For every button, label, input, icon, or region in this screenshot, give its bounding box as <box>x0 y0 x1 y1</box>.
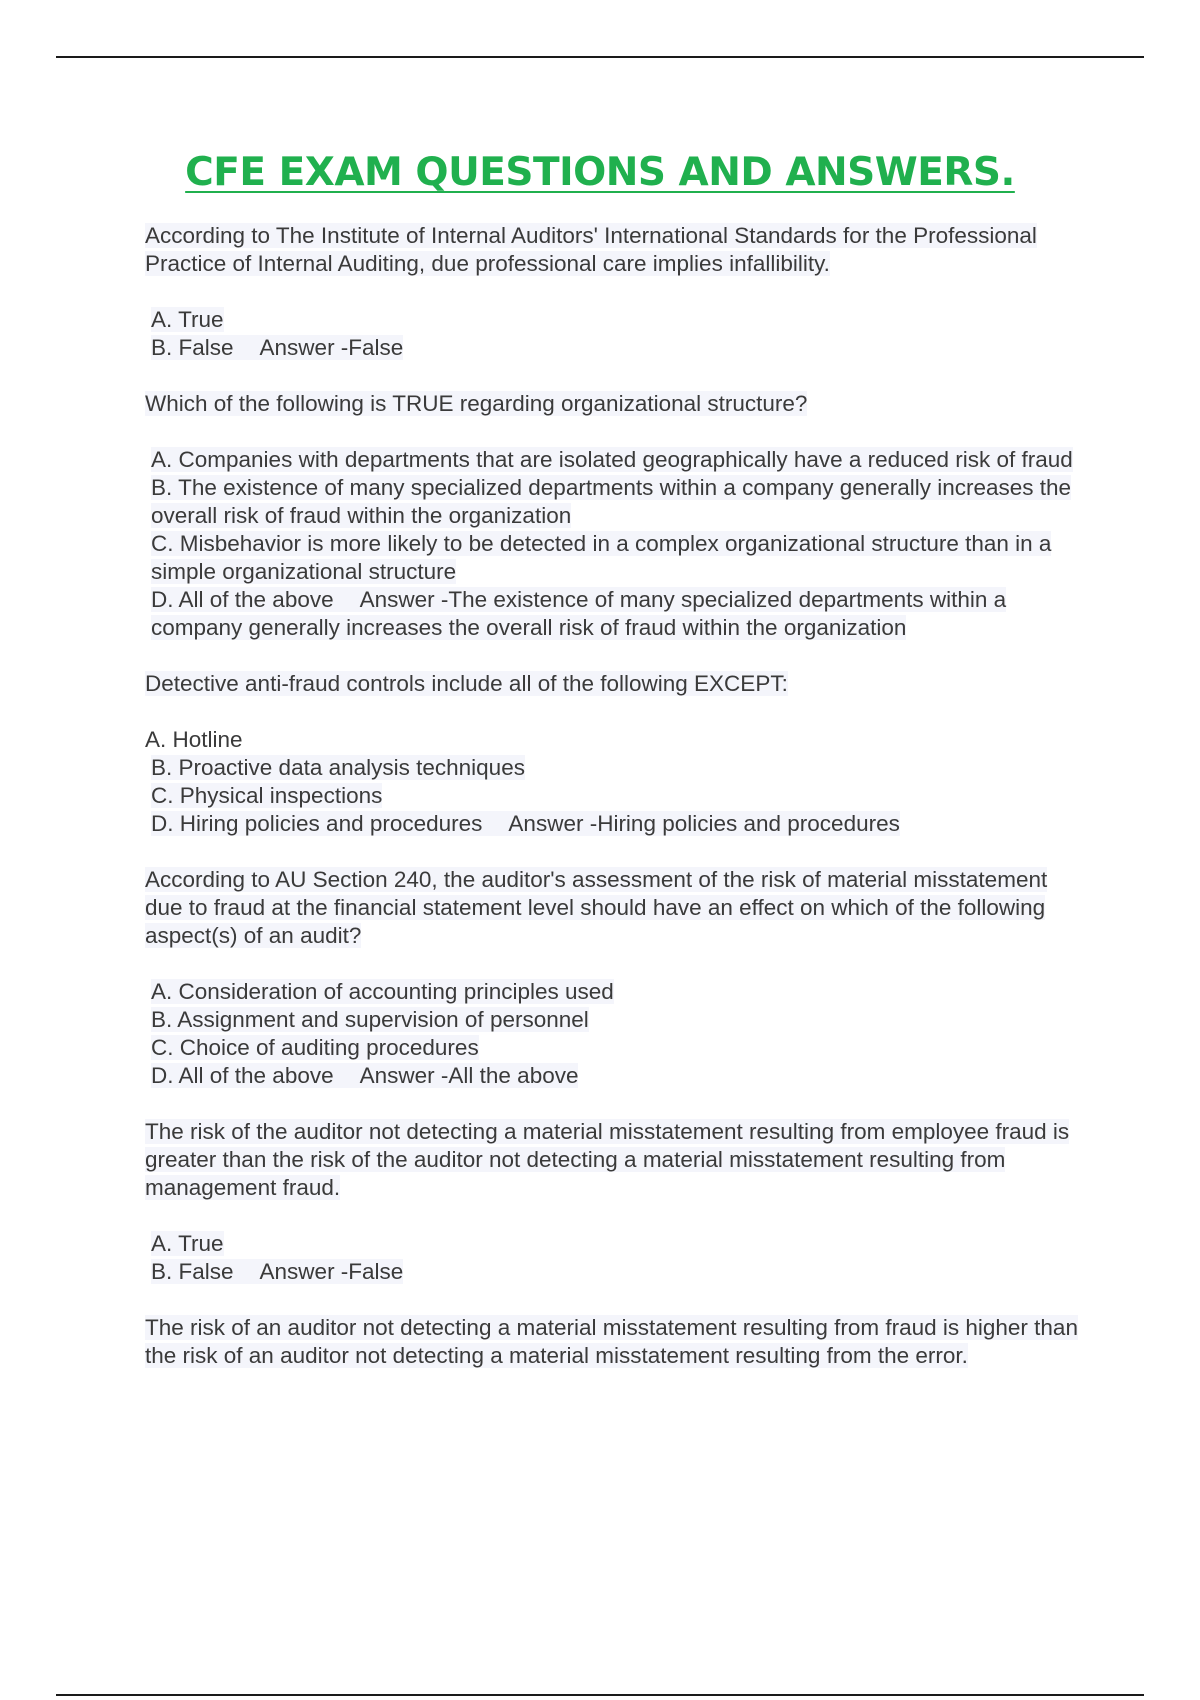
option-a: A. Hotline <box>145 727 243 752</box>
question-block-2 <box>145 390 1085 642</box>
question-text: The risk of an auditor not detecting a material misstatement resulting from fraud is higher than the risk of an auditor not detecting a material misstatement resulting from the error. <box>145 1315 1078 1368</box>
option-d: D. All of the above Answer -All the above <box>151 1063 579 1088</box>
option-c: C. Misbehavior is more likely to be detected in a complex organizational structure than in a simple organizational structure <box>151 531 1052 584</box>
option-a: A. True <box>151 1231 224 1256</box>
answer-text: Answer -Hiring policies and procedures <box>508 811 900 836</box>
option-b: B. Assignment and supervision of personnel <box>151 1007 589 1032</box>
question-text: The risk of the auditor not detecting a material misstatement resulting from employee fraud is greater than the risk of the auditor not detecting a material misstatement resulting from management fraud. <box>145 1119 1070 1200</box>
option-b: B. False Answer -False <box>151 335 404 360</box>
option-a: A. Consideration of accounting principles used <box>151 979 614 1004</box>
question-text: Detective anti-fraud controls include all of the following EXCEPT: <box>145 671 788 696</box>
option-a: A. Companies with departments that are isolated geographically have a reduced risk of fraud <box>151 447 1073 472</box>
option-b: B. The existence of many specialized departments within a company generally increases the overall risk of fraud within the organization <box>151 475 1072 528</box>
option-b: B. False Answer -False <box>151 1259 404 1284</box>
question-block-6 <box>145 1314 1085 1370</box>
option-b: B. Proactive data analysis techniques <box>151 755 525 780</box>
footer-rule <box>56 1694 1144 1696</box>
page-title: CFE EXAM QUESTIONS AND ANSWERS. <box>185 150 1015 195</box>
question-block-1 <box>145 222 1085 362</box>
option-d: D. Hiring policies and procedures Answer -Hiring policies and procedures <box>151 811 900 836</box>
option-a: A. True <box>151 307 224 332</box>
answer-text: Answer -False <box>259 335 404 360</box>
option-c: C. Physical inspections <box>151 783 383 808</box>
header-rule <box>56 56 1144 58</box>
option-d: D. All of the above Answer -The existence of many specialized departments within a company generally increases the overall risk of fraud within the organization <box>151 587 1007 640</box>
answer-text: Answer -False <box>259 1259 404 1284</box>
option-c: C. Choice of auditing procedures <box>151 1035 479 1060</box>
question-block-4 <box>145 866 1085 1090</box>
document-body <box>145 222 1085 1398</box>
question-block-5 <box>145 1118 1085 1286</box>
question-block-3 <box>145 670 1085 838</box>
question-text: Which of the following is TRUE regarding organizational structure? <box>145 391 808 416</box>
answer-text: Answer -All the above <box>359 1063 579 1088</box>
answer-text: Answer -The existence of many specialized departments within a company generally increases the overall risk of fraud within the organization <box>151 587 1007 640</box>
question-text: According to AU Section 240, the auditor's assessment of the risk of material misstatement due to fraud at the financial statement level should have an effect on which of the following aspect(s) of an audit? <box>145 867 1048 948</box>
question-text: According to The Institute of Internal Auditors' International Standards for the Professional Practice of Internal Auditing, due professional care implies infallibility. <box>145 223 1037 276</box>
